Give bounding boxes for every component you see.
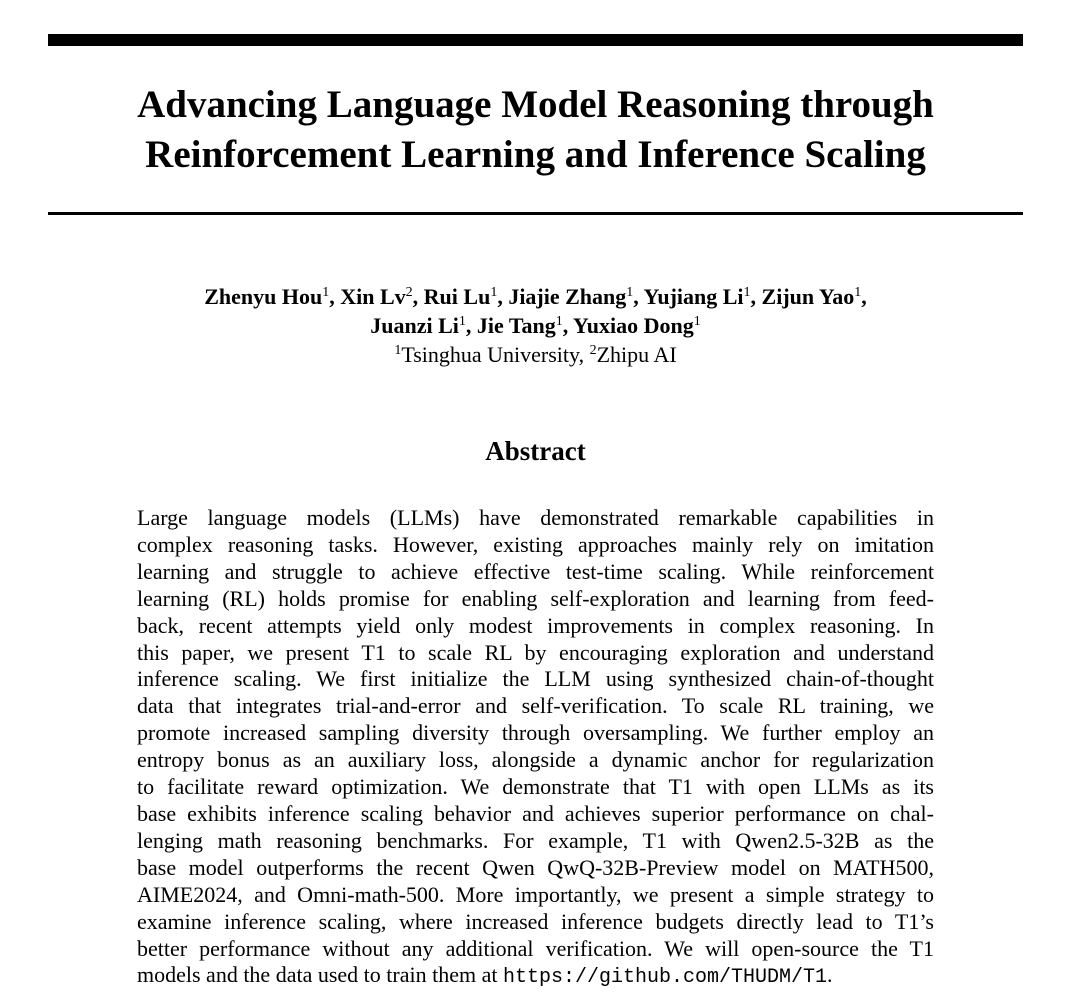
author-name: Jiajie Zhang: [508, 284, 627, 309]
author-name: Zhenyu Hou: [204, 284, 323, 309]
abstract-line: data that integrates trial-and-error and self-verification. To scale RL training, we: [137, 693, 934, 719]
affiliations: $^1$Tsinghua University, $^2$Zhipu AI: [394, 342, 677, 367]
abstract-line: base model outperforms the recent Qwen QwQ-32B-Preview model on MATH500,: [137, 854, 934, 880]
author-line-1: Zhenyu Hou$^1$, Xin Lv$^2$, Rui Lu$^1$, Jiajie Zhang$^1$, Yujiang Li$^1$, Zijun Yao$^1$,: [204, 284, 867, 309]
abstract-line: lenging math reasoning benchmarks. For example, T1 with Qwen2.5-32B as the: [137, 827, 934, 853]
author-name: Zijun Yao: [761, 284, 855, 309]
title-bottom-rule: [48, 212, 1023, 215]
abstract-body: [137, 505, 934, 992]
github-link[interactable]: https://github.com/THUDM/T1: [502, 966, 828, 990]
author-affiliation-mark: 1: [693, 314, 701, 329]
abstract-line: base exhibits inference scaling behavior and achieves superior performance on chal-: [137, 800, 934, 826]
abstract-line: inference scaling. We first initialize the LLM using synthesized chain-of-thought: [137, 666, 934, 692]
abstract-line: entropy bonus as an auxiliary loss, alongside a dynamic anchor for regularization: [137, 747, 934, 773]
abstract-line: promote increased sampling diversity through oversampling. We further employ an: [137, 720, 934, 746]
abstract-line: Large language models (LLMs) have demonstrated remarkable capabilities in: [137, 505, 934, 530]
abstract-heading: Abstract: [485, 436, 586, 466]
abstract-line: complex reasoning tasks. However, existing approaches mainly rely on imitation: [137, 531, 934, 557]
abstract-last-line: [137, 962, 934, 992]
author-affiliation-mark: 1: [854, 285, 862, 300]
abstract-line: learning and struggle to achieve effective test-time scaling. While reinforcement: [137, 558, 934, 584]
abstract-line: better performance without any additional verification. We will open-source the T1: [137, 935, 934, 961]
abstract-line: learning (RL) holds promise for enabling self-exploration and learning from feed-: [137, 585, 934, 611]
title-line-2: Reinforcement Learning and Inference Scaling: [145, 133, 926, 176]
author-block: [48, 282, 1023, 369]
author-affiliation-mark: 1: [626, 285, 634, 300]
author-affiliation-mark: 2: [405, 285, 413, 300]
abstract-line: examine inference scaling, where increased inference budgets directly lead to T1’s: [137, 908, 934, 934]
author-name: Yujiang Li: [643, 284, 744, 309]
author-affiliation-mark: 1: [458, 314, 466, 329]
author-line-2: Juanzi Li$^1$, Jie Tang$^1$, Yuxiao Dong$^1$: [370, 313, 701, 338]
abstract-line: AIME2024, and Omni-math-500. More importantly, we present a simple strategy to: [137, 881, 934, 907]
affiliation-name: Tsinghua University: [401, 342, 579, 367]
author-name: Yuxiao Dong: [572, 313, 694, 338]
abstract-line-text: models and the data used to train them at: [137, 962, 503, 988]
abstract-line: to facilitate reward optimization. We demonstrate that T1 with open LLMs as its: [137, 774, 934, 800]
title-line-1: Advancing Language Model Reasoning through: [137, 83, 934, 126]
affiliation-mark: 2: [589, 343, 597, 358]
author-affiliation-mark: 1: [490, 285, 498, 300]
author-name: Rui Lu: [423, 284, 491, 309]
abstract-line: this paper, we present T1 to scale RL by encouraging exploration and understand: [137, 639, 934, 665]
author-name: Juanzi Li: [370, 313, 459, 338]
author-affiliation-mark: 1: [555, 314, 563, 329]
affiliation-mark: 1: [394, 343, 402, 358]
abstract-line: back, recent attempts yield only modest improvements in complex reasoning. In: [137, 612, 934, 638]
author-affiliation-mark: 1: [322, 285, 330, 300]
top-rule: [48, 34, 1023, 46]
author-name: Xin Lv: [340, 284, 406, 309]
author-affiliation-mark: 1: [743, 285, 751, 300]
affiliation-name: Zhipu AI: [596, 342, 677, 367]
abstract-line-end: .: [827, 962, 833, 988]
author-name: Jie Tang: [476, 313, 556, 338]
paper-title: [48, 80, 1023, 180]
